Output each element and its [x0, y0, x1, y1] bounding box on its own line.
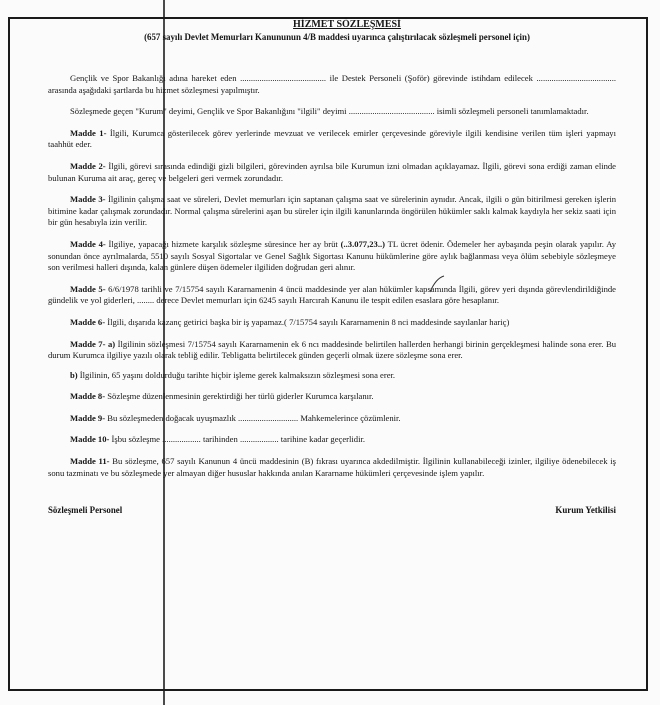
- article-9: [48, 413, 616, 425]
- article-6: [48, 317, 616, 329]
- article-7a-text: İlgilinin sözleşmesi 7/15754 sayılı Kararnamenin ek 6 ncı maddesinde belirtilen hallerden herhangi birinin gerçekleşmesi halinde sona erer. Bu durum Kurumca ilgiliye yazılı olarak tebliğ edilir. Tebligatta belirtilecek günden geçerli olmak üzere sözleşme sona erer.: [48, 338, 616, 361]
- article-7b-text: İlgilinin, 65 yaşını doldurduğu tarihte hiçbir işleme gerek kalmaksızın sözleşmesi sona erer.: [77, 369, 396, 380]
- signature-authority-label: Kurum Yetkilisi: [555, 505, 616, 516]
- article-3: [48, 194, 616, 229]
- article-5-text: 6/6/1978 tarihli ve 7/15754 sayılı Kararnamenin 4 üncü maddesinde yer alan hükümler kapsamında İlgili, görev yeri dışında görevlendirildiğinde gündelik ve yol giderleri, ........ derece Devlet memurları için 6245 sayılı Harcırah Kanunu ile tespit edilen esaslara göre hesaplanır.: [48, 283, 616, 306]
- article-1-text: İlgili, Kurumca gösterilecek görev yerlerinde mevzuat ve verilecek emirler çerçevesinde göreviyle ilgili kendisine verilen tüm işleri yapmayı taahhüt eder.: [48, 127, 616, 150]
- document-title: HİZMET SÖZLEŞMESİ: [293, 19, 401, 30]
- article-7b: [48, 370, 616, 382]
- article-5-label: Madde 5-: [70, 283, 106, 294]
- article-10-label: Madde 10-: [70, 434, 110, 445]
- article-1: [48, 128, 616, 151]
- article-4: [48, 239, 616, 274]
- article-2-text: İlgili, görevi sırasında edindiği gizli bilgileri, görevinden ayrılsa bile Kurumun izni olmadan açıklayamaz. İlgili, görevi sona erdiği zaman elinde bulunan Kuruma ait araç, gereç ve belgeleri geri vermek zorundadır.: [48, 160, 616, 183]
- intro-paragraph-2: Sözleşmede geçen "Kurum" deyimi, Gençlik ve Spor Bakanlığını "ilgili" deyimi ........................................ isimli sözleşmeli personeli tanımlamaktadır.: [70, 106, 589, 117]
- article-4-text-b: TL ücret ödenir. Ödemeler her aybaşında peşin olarak yapılır. Ay sonundan önce ayrılmalarda, 5510 sayılı Sosyal Sigortalar ve Genel Sağlık Sigortası Kanunu hükümlerine göre aylık bağlanması veya ölüm sebebiyle sözleşmeye son verilmesi halleri dışında, kalan günlere düşen ödemeler ilgiliden doğrudan geri alınır.: [48, 238, 616, 273]
- article-5: [48, 284, 616, 307]
- document-subtitle: (657 sayılı Devlet Memurları Kanununun 4/B maddesi uyarınca çalıştırılacak sözleşmeli personel için): [144, 32, 530, 42]
- article-3-text: İlgilinin çalışma saat ve süreleri, Devlet memurları için saptanan çalışma saat ve sürelerinin aynıdır. Ancak, ilgili o gün bitirilmesi gereken işlerin bitimine kadar çalışmak zorundadır. Normal çalışma sürelerini aşan bu süreler için ilgili kanunlarında öngörülen hükümler saklı kalmak kaydıyla her sekiz saati için bir gün hesabıyla izin verilir.: [48, 194, 617, 228]
- article-7a-label: Madde 7- a): [70, 338, 116, 349]
- intro-paragraph-1: Gençlik ve Spor Bakanlığı adına hareket eden ........................................ ile Destek Personeli (Şoför) görevinde istihdam edilecek ..................................... arasında aşağıdaki şartlarda bu hizmet sözleşmesi yapılmıştır.: [48, 73, 616, 95]
- signature-row: [48, 505, 616, 517]
- contract-body: [48, 18, 616, 517]
- article-10-text: İşbu sözleşme .................. tarihinden .................. tarihine kadar geçerlidir.: [109, 434, 365, 445]
- article-8: [48, 391, 616, 403]
- article-11: [48, 456, 616, 479]
- handwritten-mark-icon: [426, 273, 448, 295]
- article-1-label: Madde 1-: [70, 127, 107, 138]
- article-2-label: Madde 2-: [70, 160, 106, 171]
- article-4-text-a: İlgiliye, yapacağı hizmete karşılık sözleşme süresince her ay brüt: [105, 238, 341, 249]
- article-6-text: İlgili, dışarıda kazanç getirici başka bir iş yapamaz.( 7/15754 sayılı Kararnamenin 8 nci maddesinde sayılanlar hariç): [105, 316, 510, 327]
- article-8-text: Sözleşme düzenlenmesinin gerektirdiği her türlü giderler Kurumca karşılanır.: [105, 391, 374, 402]
- article-7b-label: b): [70, 369, 78, 380]
- article-3-label: Madde 3-: [70, 194, 106, 205]
- article-11-label: Madde 11-: [70, 456, 110, 467]
- article-4-label: Madde 4-: [70, 238, 106, 249]
- article-10: [48, 434, 616, 446]
- article-8-label: Madde 8-: [70, 391, 106, 402]
- article-9-label: Madde 9-: [70, 412, 106, 423]
- article-2: [48, 161, 616, 184]
- article-6-label: Madde 6-: [70, 316, 106, 327]
- article-4-amount: (..3.077,23..): [340, 238, 386, 249]
- article-7a: [48, 339, 616, 362]
- signature-personnel-label: Sözleşmeli Personel: [48, 505, 123, 516]
- article-11-text: Bu sözleşme, 657 sayılı Kanunun 4 üncü maddesinin (B) fıkrası uyarınca akdedilmiştir. İlgilinin kullanabileceği izinler, ilgiliye ödenebilecek iş sonu tazminatı ve bu sözleşmede yer almayan diğer hususlar hakkında anılan Kararname hükümleri çerçevesinde işlem yapılır.: [48, 456, 616, 478]
- article-9-text: Bu sözleşmeden doğacak uyuşmazlık ............................ Mahkemelerince çözümlenir.: [105, 412, 401, 423]
